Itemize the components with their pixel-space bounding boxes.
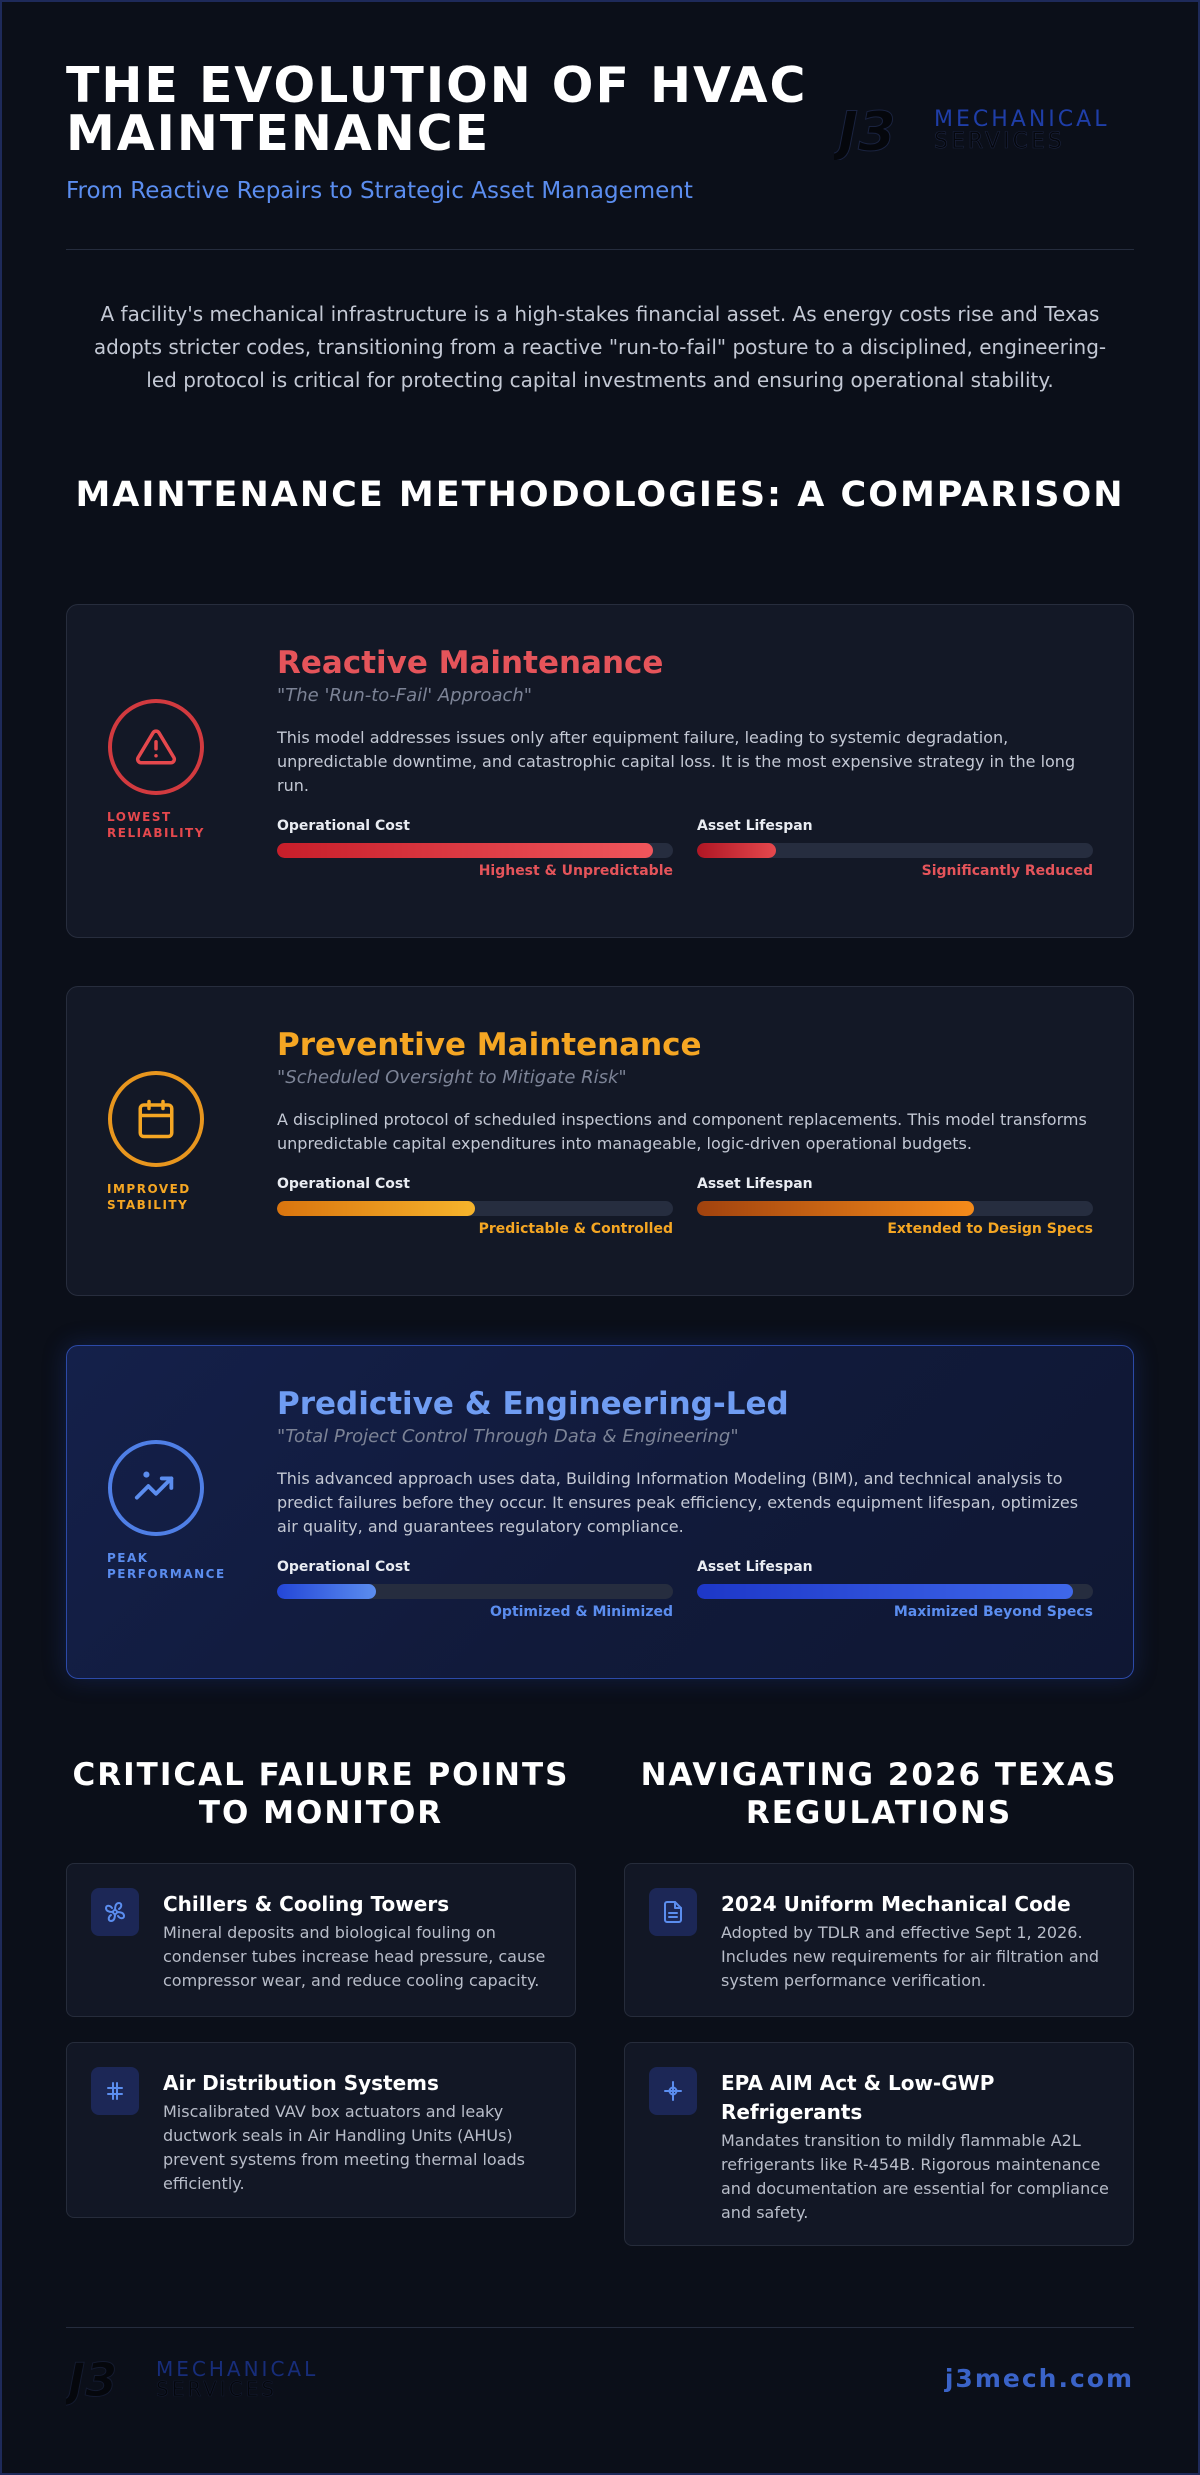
metric-operational-cost: [277, 1559, 673, 1620]
card-title: Predictive & Engineering-Led: [277, 1386, 789, 1422]
metric-label: Operational Cost: [277, 1176, 410, 1192]
page-subtitle: From Reactive Repairs to Strategic Asset Management: [66, 178, 693, 204]
card-description: This model addresses issues only after equipment failure, leading to systemic degradation, unpredictable downtime, and catastrophic capital loss. It is the most expensive strategy in the long run.: [277, 728, 1076, 795]
card-title: Reactive Maintenance: [277, 645, 664, 681]
regulation-card-epa-aim: [624, 2042, 1134, 2246]
methodology-card-reactive: [66, 604, 1134, 938]
metric-note: Optimized & Minimized: [490, 1604, 673, 1620]
trending-up-icon: [108, 1440, 204, 1536]
website-link[interactable]: j3mech.com: [944, 2364, 1134, 2393]
progress-bar: [697, 843, 1093, 858]
card-content: [277, 1025, 1093, 1237]
badge-label: IMPROVED STABILITY: [107, 1182, 191, 1212]
progress-bar: [277, 1584, 673, 1599]
metric-note: Predictable & Controlled: [478, 1221, 673, 1237]
regulations-title: NAVIGATING 2026 TEXAS REGULATIONS: [640, 1757, 1118, 1831]
item-description: Mineral deposits and biological fouling on condenser tubes increase head pressure, cause compressor wear, and reduce cooling capacity.: [163, 1923, 546, 1990]
metric-label: Asset Lifespan: [697, 818, 813, 834]
failure-points-section: [66, 1756, 576, 1832]
metric-operational-cost: [277, 818, 673, 879]
intro-paragraph: A facility's mechanical infrastructure is a high-stakes financial asset. As energy costs rise and Texas adopts stricter codes, transitioning from a reactive "run-to-fail" posture to a disciplined, engineering-led protocol is critical for protecting capital investments and ensuring operational stability.: [93, 302, 1107, 392]
progress-bar: [277, 1201, 673, 1216]
item-title: Air Distribution Systems: [163, 2071, 439, 2095]
progress-fill: [277, 843, 653, 858]
reliability-badge: [107, 699, 205, 841]
metric-asset-lifespan: [697, 1559, 1093, 1620]
progress-bar: [697, 1584, 1093, 1599]
logo-line2: SERVICES: [156, 2377, 278, 2401]
card-quote: "The 'Run-to-Fail' Approach": [277, 685, 533, 706]
metric-note: Extended to Design Specs: [887, 1221, 1093, 1237]
item-title: 2024 Uniform Mechanical Code: [721, 1892, 1071, 1916]
methodology-card-predictive: [66, 1345, 1134, 1679]
warning-triangle-icon: [108, 699, 204, 795]
calendar-icon: [108, 1071, 204, 1167]
footer-divider: [66, 2327, 1134, 2328]
header-divider: [66, 249, 1134, 250]
stability-badge: [107, 1071, 205, 1213]
failure-points-title: CRITICAL FAILURE POINTS TO MONITOR: [72, 1757, 570, 1831]
methodologies-title: MAINTENANCE METHODOLOGIES: A COMPARISON: [75, 475, 1125, 515]
metric-asset-lifespan: [697, 1176, 1093, 1237]
metrics-row: [277, 1559, 1093, 1620]
card-description: A disciplined protocol of scheduled inspections and component replacements. This model transforms unpredictable capital expenditures into manageable, logic-driven operational budgets.: [277, 1110, 1087, 1153]
footer-logo: [66, 2352, 346, 2406]
item-description: Miscalibrated VAV box actuators and leaky ductwork seals in Air Handling Units (AHUs) prevent systems from meeting thermal loads efficiently.: [163, 2102, 526, 2193]
document-icon: [649, 1888, 697, 1936]
page-title: THE EVOLUTION OF HVAC MAINTENANCE: [66, 57, 808, 162]
item-content: [163, 1890, 553, 1993]
progress-fill: [277, 1584, 376, 1599]
failure-point-card-air-distribution: [66, 2042, 576, 2218]
item-title: Chillers & Cooling Towers: [163, 1892, 450, 1916]
page-header: [66, 57, 1134, 204]
card-content: [277, 643, 1093, 879]
progress-bar: [697, 1201, 1093, 1216]
metric-label: Operational Cost: [277, 1559, 410, 1575]
item-content: [721, 1890, 1111, 1993]
methodology-card-preventive: [66, 986, 1134, 1296]
progress-fill: [697, 1201, 974, 1216]
progress-fill: [697, 1584, 1073, 1599]
card-description: This advanced approach uses data, Building Information Modeling (BIM), and technical analysis to predict failures before they occur. It ensures peak efficiency, extends equipment lifespan, optimizes air quality, and guarantees regulatory compliance.: [277, 1469, 1079, 1536]
performance-badge: [107, 1440, 226, 1582]
logo-line2: SERVICES: [934, 129, 1065, 154]
metric-label: Operational Cost: [277, 818, 410, 834]
regulations-section: [624, 1756, 1134, 1832]
progress-fill: [697, 843, 776, 858]
company-logo: [834, 100, 1134, 160]
card-quote: "Total Project Control Through Data & Engineering": [277, 1426, 739, 1447]
fan-icon: [91, 1888, 139, 1936]
failure-point-card-chillers: [66, 1863, 576, 2017]
item-description: Mandates transition to mildly flammable A2L refrigerants like R-454B. Rigorous maintenance and documentation are essential for compliance and safety.: [721, 2131, 1109, 2222]
card-quote: "Scheduled Oversight to Mitigate Risk": [277, 1067, 627, 1088]
logo-line1: MECHANICAL: [156, 2357, 319, 2381]
logo-mark: J3: [838, 100, 896, 160]
metric-label: Asset Lifespan: [697, 1176, 813, 1192]
metric-asset-lifespan: [697, 818, 1093, 879]
logo-line1: MECHANICAL: [934, 107, 1110, 132]
card-content: [277, 1384, 1093, 1620]
progress-bar: [277, 843, 673, 858]
progress-fill: [277, 1201, 475, 1216]
metric-note: Significantly Reduced: [921, 863, 1093, 879]
metrics-row: [277, 818, 1093, 879]
logo-mark: J3: [68, 2353, 118, 2406]
refrigerant-icon: [649, 2067, 697, 2115]
item-content: [721, 2069, 1111, 2225]
card-title: Preventive Maintenance: [277, 1027, 702, 1063]
badge-label: LOWEST RELIABILITY: [107, 810, 205, 840]
metrics-row: [277, 1176, 1093, 1237]
metric-operational-cost: [277, 1176, 673, 1237]
metric-note: Maximized Beyond Specs: [893, 1604, 1093, 1620]
metric-label: Asset Lifespan: [697, 1559, 813, 1575]
item-title: EPA AIM Act & Low-GWP Refrigerants: [721, 2071, 995, 2124]
badge-label: PEAK PERFORMANCE: [107, 1551, 226, 1581]
airflow-icon: [91, 2067, 139, 2115]
item-description: Adopted by TDLR and effective Sept 1, 2026. Includes new requirements for air filtration and system performance verification.: [721, 1923, 1099, 1990]
item-content: [163, 2069, 553, 2196]
regulation-card-umc: [624, 1863, 1134, 2017]
metric-note: Highest & Unpredictable: [478, 863, 673, 879]
